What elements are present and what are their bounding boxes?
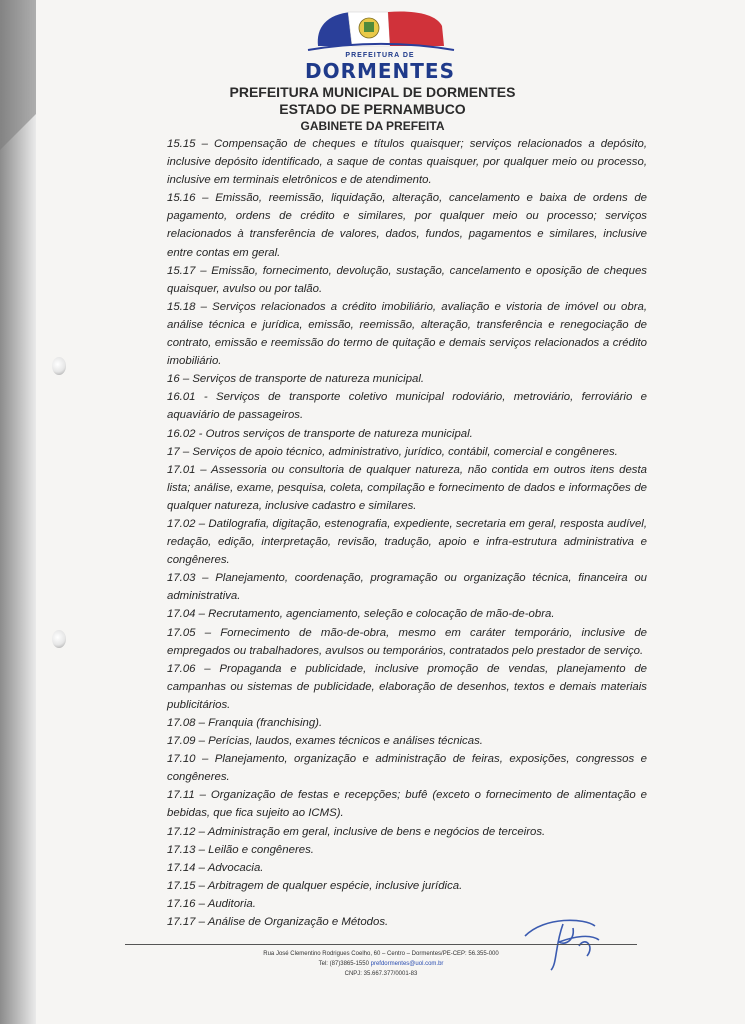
service-item: 15.16 – Emissão, reemissão, liquidação, alteração, cancelamento e baixa de ordens de pagamento, ordens de crédito e similares, por qualquer meio ou processo; serviços relacionados à transferência de valores, dados, fundos, pagamentos e similares, inclusive entre contas em geral. [167,192,647,259]
service-item: 15.18 – Serviços relacionados a crédito imobiliário, avaliação e vistoria de imóvel ou obra, análise técnica e jurídica, emissão, reemissão, alteração, transferência e renegociação de contrato, emissão e reemissão do termo de quitação e demais serviços relacionados a crédito imobiliário. [167,300,647,368]
service-item: 17.16 – Auditoria. [167,897,256,910]
service-item: 17 – Serviços de apoio técnico, administrativo, jurídico, contábil, comercial e congêneres. [167,445,618,458]
header-municipality: PREFEITURA MUNICIPAL DE DORMENTES [229,84,516,100]
service-item: 17.10 – Planejamento, organização e administração de feiras, exposições, congressos e congêneres. [167,753,647,784]
service-item: 15.15 – Compensação de cheques e títulos quaisquer; serviços relacionados a depósito, inclusive depósito identificado, a saque de contas quaisquer, por qualquer meio ou processo, inclusive em terminais eletrônicos e de atendimento. [167,138,647,187]
service-list-body [167,135,647,931]
logo-name: DORMENTES [304,59,455,83]
footer-address: Rua José Clementino Rodrigues Coelho, 60 – Centro – Dormentes/PE-CEP: 56.355-000 [263,951,499,957]
punch-hole-top [52,357,66,375]
service-item: 17.06 – Propaganda e publicidade, inclusive promoção de vendas, planejamento de campanhas ou sistemas de publicidade, elaboração de desenhos, textos e demais materiais publicitários. [167,662,647,711]
service-item: 17.13 – Leilão e congêneres. [167,843,314,856]
service-item: 17.03 – Planejamento, coordenação, programação ou organização técnica, financeira ou administrativa. [167,572,647,603]
service-item: 17.11 – Organização de festas e recepções; bufê (exceto o fornecimento de alimentação e bebidas, que fica sujeito ao ICMS). [167,789,647,820]
service-item: 17.09 – Perícias, laudos, exames técnicos e análises técnicas. [167,735,483,748]
service-item: 17.08 – Franquia (franchising). [167,717,323,729]
header-state: ESTADO DE PERNAMBUCO [279,101,466,117]
service-item: 17.04 – Recrutamento, agenciamento, seleção e colocação de mão-de-obra. [167,608,555,621]
service-item: 17.12 – Administração em geral, inclusive de bens e negócios de terceiros. [167,825,546,838]
service-item: 16.02 - Outros serviços de transporte de natureza municipal. [167,427,473,440]
footer-contact [125,961,637,967]
service-item: 17.01 – Assessoria ou consultoria de qualquer natureza, não contida em outros itens desta lista; análise, exame, pesquisa, coleta, compilação e fornecimento de dados e informações de qualquer natureza, inclusive cadastro e similares. [167,463,647,512]
scan-edge-shadow [0,0,38,1024]
service-item: 16 – Serviços de transporte de natureza municipal. [167,373,425,386]
logo-prefix: PREFEITURA DE [345,52,415,59]
service-item: 17.02 – Datilografia, digitação, estenografia, expediente, secretaria em geral, resposta audível, redação, edição, interpretação, revisão, tradução, apoio e infra-estrutura administrativa e congêneres. [167,517,647,567]
footer-phone: Tel: (87)3865-1550 [318,961,369,967]
flag-emblem-icon [296,6,464,54]
service-item: 17.05 – Fornecimento de mão-de-obra, mesmo em caráter temporário, inclusive de empregados ou trabalhadores, avulsos ou temporários, contratados pelo prestador de serviço. [167,626,647,657]
service-item: 15.17 – Emissão, fornecimento, devolução, sustação, cancelamento e oposição de cheques quaisquer, avulso ou por talão. [167,264,647,295]
punch-hole-bottom [52,630,66,648]
header-office: GABINETE DA PREFEITA [300,119,445,133]
footer-divider [125,944,637,945]
footer-email-link[interactable]: prefdormentes@uol.com.br [370,961,444,967]
service-item: 17.14 – Advocacia. [167,861,264,874]
municipal-logo [296,6,464,82]
service-item: 17.15 – Arbitragem de qualquer espécie, inclusive jurídica. [167,879,463,892]
footer-cnpj: CNPJ: 35.667.377/0001-83 [344,971,418,977]
service-item: 16.01 - Serviços de transporte coletivo municipal rodoviário, metroviário, ferroviário e aquaviário de passageiros. [167,391,647,422]
service-item: 17.17 – Análise de Organização e Métodos. [167,916,389,929]
